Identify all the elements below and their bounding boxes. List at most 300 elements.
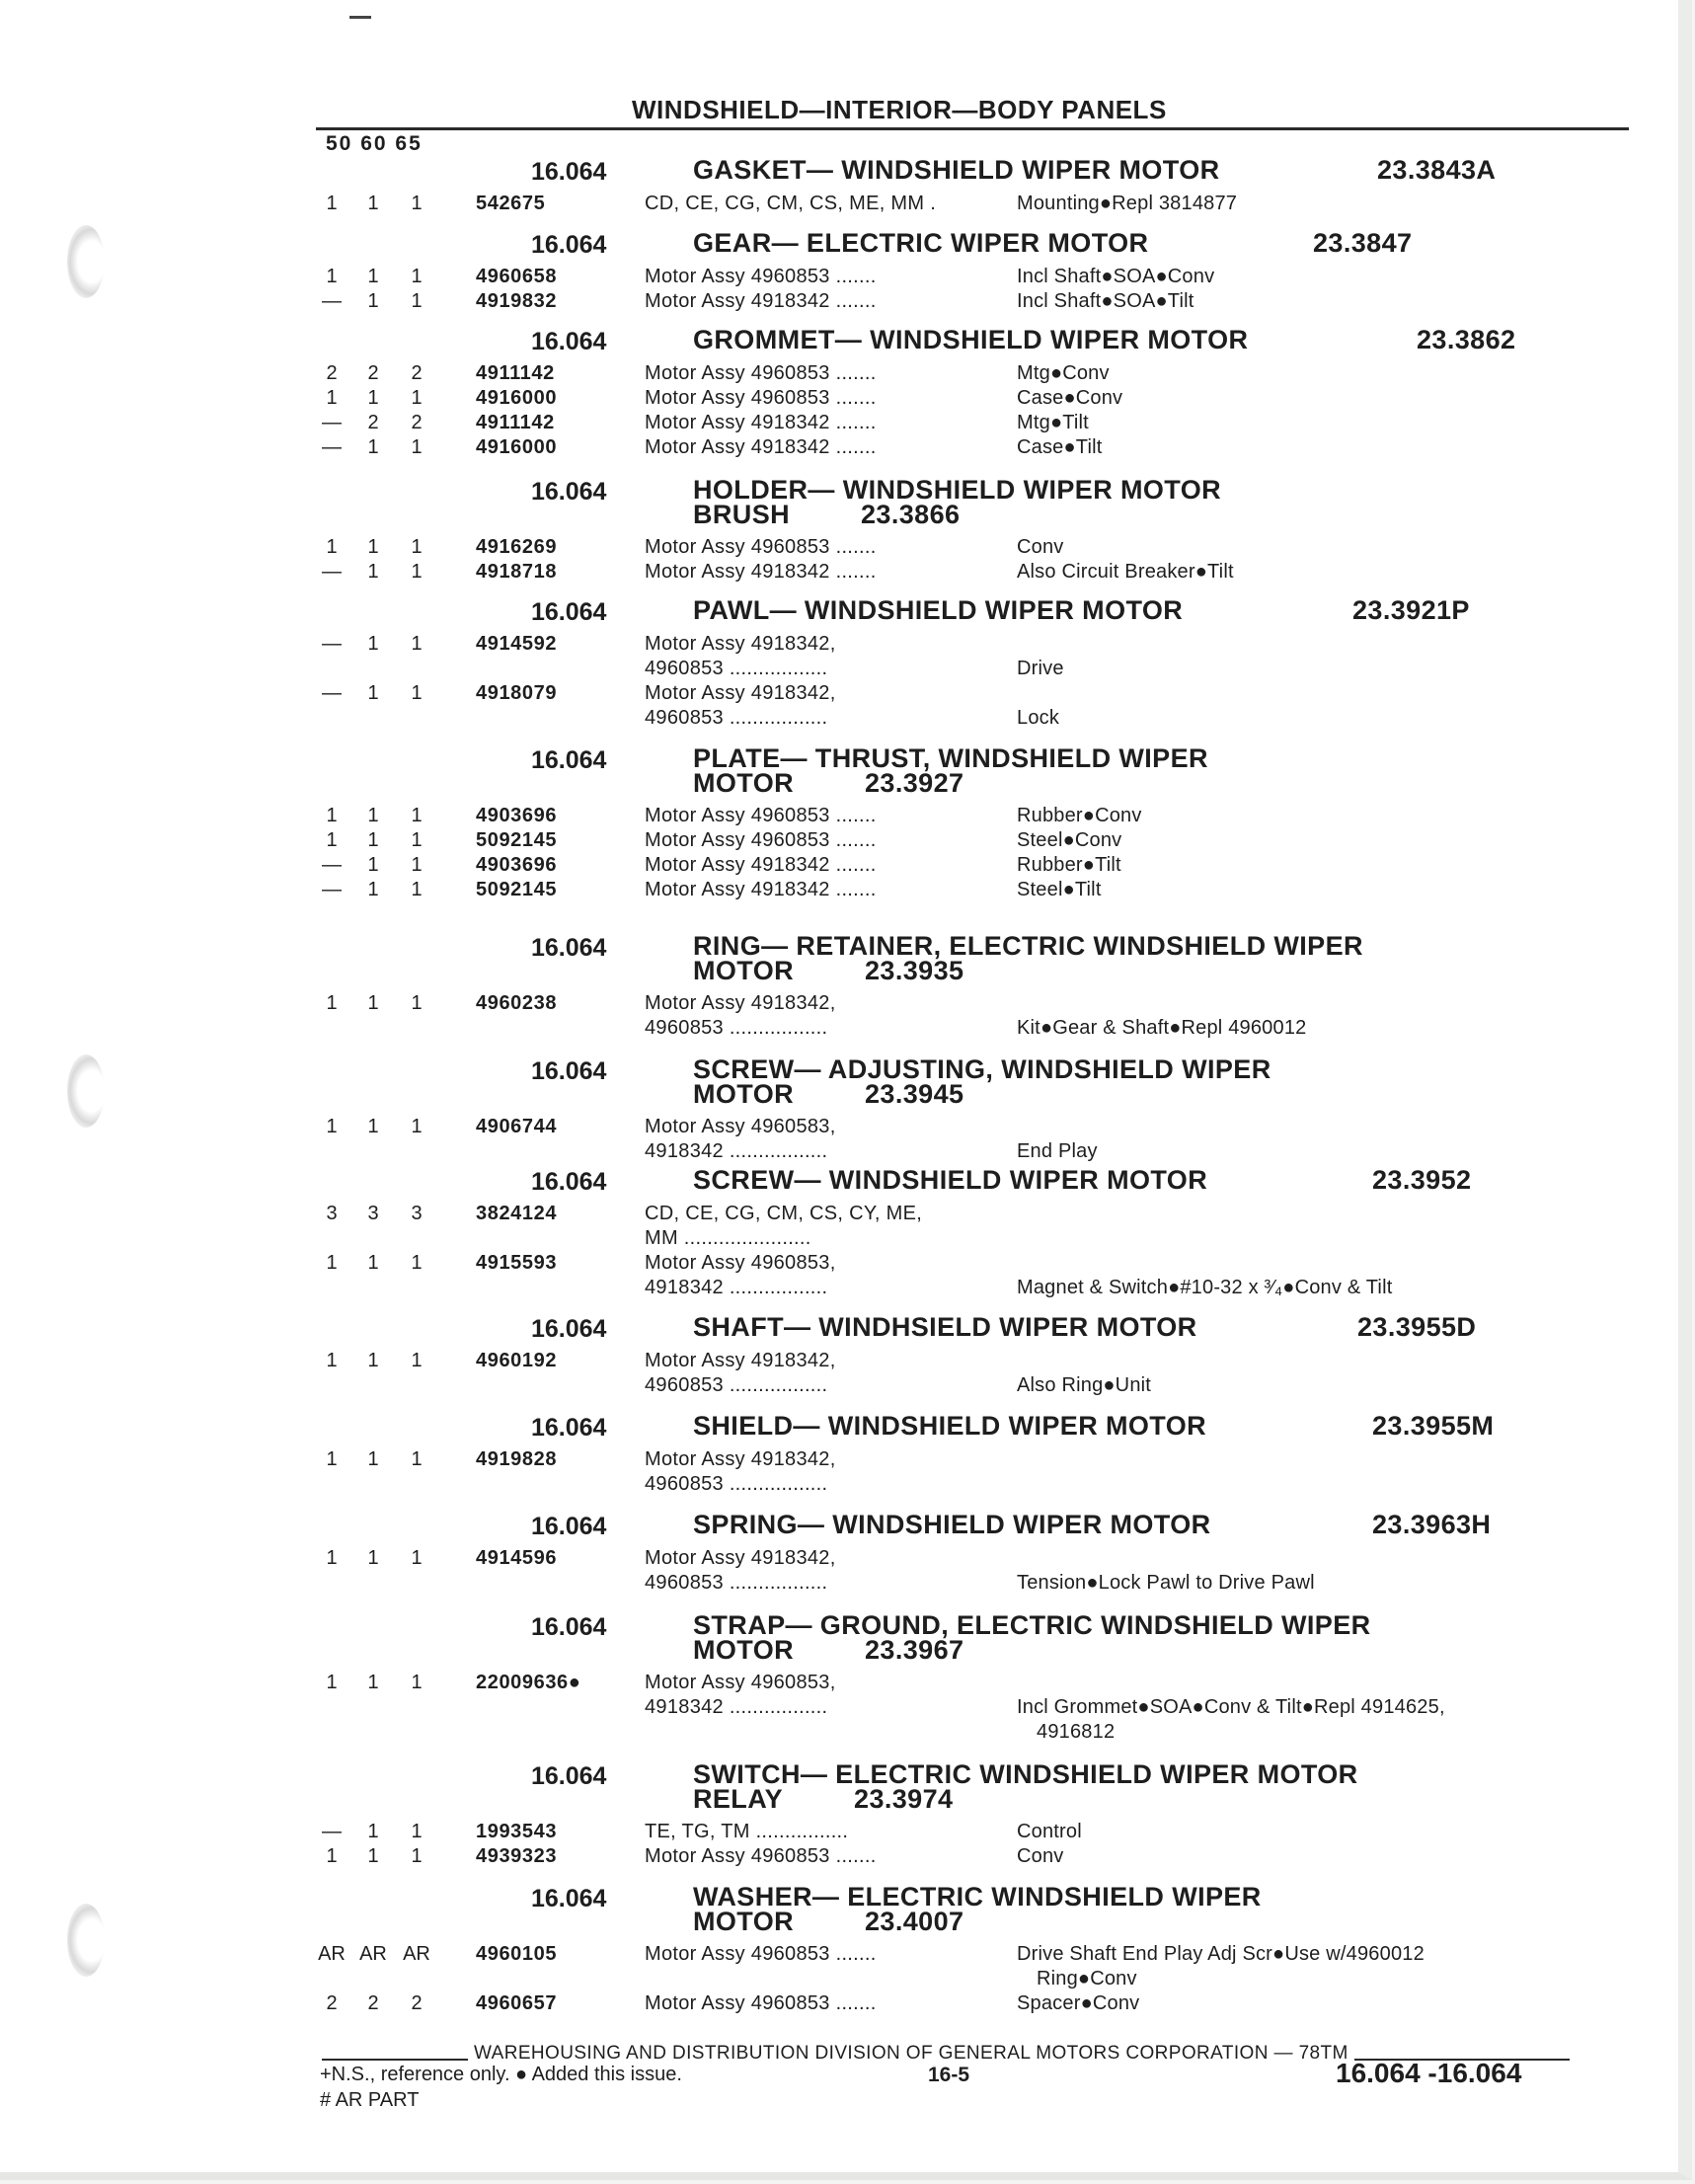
parts-section: [316, 1882, 1579, 2016]
quantity-cell: 1: [367, 854, 379, 876]
note-line: Conv: [1017, 536, 1064, 558]
section-header: [316, 155, 1579, 192]
note-line: Drive Shaft End Play Adj Scr●Use w/4960012: [1017, 1943, 1425, 1965]
quantity-cell: 1: [367, 1448, 379, 1470]
application-line: Motor Assy 4918342 .......: [645, 561, 877, 583]
part-row: [316, 386, 1579, 411]
part-note: [1017, 706, 1579, 731]
part-row: [316, 1844, 1579, 1869]
parts-section: [316, 931, 1579, 1041]
part-note: [1017, 535, 1579, 560]
quantity-cell: —: [322, 854, 342, 876]
quantity-cell: 1: [367, 436, 379, 458]
part-number: 3824124: [476, 1203, 558, 1224]
parts-section: [316, 475, 1579, 585]
section-ref-number: 23.3921P: [1352, 595, 1470, 625]
section-header: [316, 1882, 1579, 1942]
part-note: [1017, 265, 1579, 289]
part-number: 4903696: [476, 805, 558, 826]
quantity-cell: 1: [411, 879, 423, 900]
section-code: 16.064: [531, 478, 607, 506]
part-number: 4918718: [476, 561, 558, 583]
part-row: [316, 804, 1579, 828]
section-ref-number: 23.3935: [865, 956, 964, 985]
note-line: Also Ring●Unit: [1017, 1374, 1152, 1396]
section-title: [693, 931, 1581, 985]
part-number: 4903696: [476, 854, 558, 876]
section-code: 16.064: [531, 231, 607, 259]
note-line: 4916812: [1037, 1721, 1116, 1743]
quantity-cell: 1: [367, 1547, 379, 1569]
section-title-text: GASKET— WINDSHIELD WIPER MOTOR: [693, 155, 1220, 185]
part-row: [316, 361, 1579, 386]
note-line: Tension●Lock Pawl to Drive Pawl: [1017, 1572, 1315, 1594]
note-line: Drive: [1017, 658, 1064, 679]
section-ref-number: 23.3963H: [1372, 1510, 1492, 1539]
application-line: Motor Assy 4960853 .......: [645, 829, 877, 851]
part-application: [645, 192, 1020, 216]
quantity-cell: 2: [367, 1992, 379, 2014]
part-note: [1017, 435, 1579, 460]
quantity-cell: 1: [367, 1252, 379, 1274]
quantity-cell: 1: [411, 290, 423, 312]
part-row: [316, 1115, 1579, 1164]
quantity-cell: 1: [367, 682, 379, 704]
quantity-cell: 1: [411, 1252, 423, 1274]
part-note: [1017, 1820, 1579, 1844]
part-number: 4915593: [476, 1252, 558, 1274]
quantity-cell: 1: [326, 1448, 338, 1470]
quantity-cell: 2: [411, 362, 423, 384]
part-application: [645, 632, 1020, 681]
part-application: [645, 1671, 1020, 1720]
quantity-cell: 1: [367, 879, 379, 900]
section-title-continued: BRUSH: [693, 500, 791, 529]
part-note: [1017, 1942, 1579, 1991]
quantity-cell: 1: [411, 266, 423, 287]
quantity-cell: 1: [326, 1116, 338, 1137]
quantity-cell: AR: [318, 1943, 346, 1965]
section-title: [693, 475, 1581, 529]
part-note: [1017, 411, 1579, 435]
section-code: 16.064: [531, 1315, 607, 1343]
note-line: End Play: [1017, 1140, 1098, 1162]
application-line: Motor Assy 4918342,: [645, 682, 836, 704]
quantity-cell: 2: [411, 412, 423, 433]
part-application: [645, 435, 1020, 460]
section-code: 16.064: [531, 1762, 607, 1790]
quantity-cell: 1: [367, 266, 379, 287]
part-number: 4939323: [476, 1845, 558, 1867]
part-number: 4960658: [476, 266, 558, 287]
section-code: 16.064: [531, 1885, 607, 1912]
application-line: CD, CE, CG, CM, CS, CY, ME,: [645, 1203, 923, 1224]
part-row: [316, 435, 1579, 460]
section-header: [316, 743, 1579, 804]
quantity-cell: 1: [411, 1350, 423, 1371]
part-row: [316, 632, 1579, 681]
parts-section: [316, 1510, 1579, 1596]
part-row: [316, 265, 1579, 289]
part-number: 1993543: [476, 1821, 558, 1842]
section-code: 16.064: [531, 1414, 607, 1442]
part-number: 4906744: [476, 1116, 558, 1137]
application-line: 4960853 .................: [645, 707, 828, 729]
section-title: [693, 1759, 1581, 1814]
parts-section: [316, 228, 1579, 314]
section-code: 16.064: [531, 158, 607, 186]
section-title-text: SCREW— WINDSHIELD WIPER MOTOR: [693, 1165, 1208, 1195]
application-line: Motor Assy 4918342,: [645, 1350, 836, 1371]
part-number: 4960105: [476, 1943, 558, 1965]
part-note: [1017, 386, 1579, 411]
part-row: [316, 1671, 1579, 1743]
application-line: 4960853 .................: [645, 1374, 828, 1396]
section-header: [316, 1312, 1579, 1349]
quantity-cell: AR: [359, 1943, 387, 1965]
section-title-continued: MOTOR: [693, 1079, 794, 1109]
part-row: [316, 192, 1579, 216]
application-line: Motor Assy 4918342,: [645, 992, 836, 1014]
note-line: Mounting●Repl 3814877: [1017, 193, 1238, 214]
section-title-continued: MOTOR: [693, 956, 794, 985]
part-number: 4960238: [476, 992, 558, 1014]
section-ref-number: 23.3862: [1417, 325, 1516, 354]
quantity-cell: 1: [367, 1350, 379, 1371]
quantity-cell: —: [322, 682, 342, 704]
section-title: [693, 325, 1581, 354]
part-application: [645, 386, 1020, 411]
note-line: Steel●Conv: [1017, 829, 1122, 851]
section-ref-number: 23.3945: [865, 1079, 964, 1109]
part-application: [645, 1251, 1020, 1300]
application-line: CD, CE, CG, CM, CS, ME, MM .: [645, 193, 937, 214]
quantity-cell: 1: [367, 1821, 379, 1842]
section-ref-number: 23.3866: [861, 500, 961, 529]
quantity-cell: 3: [367, 1203, 379, 1224]
application-line: Motor Assy 4960583,: [645, 1116, 836, 1137]
part-row: [316, 411, 1579, 435]
section-title: [693, 1610, 1581, 1665]
application-line: 4960853 .................: [645, 1572, 828, 1594]
part-row: [316, 1447, 1579, 1497]
part-application: [645, 1349, 1020, 1398]
part-row: [316, 1349, 1579, 1398]
section-title-text: PLATE— THRUST, WINDSHIELD WIPER: [693, 743, 1208, 773]
parts-section: [316, 1054, 1579, 1164]
note-line: Case●Tilt: [1017, 436, 1103, 458]
note-line: Incl Shaft●SOA●Tilt: [1017, 290, 1194, 312]
quantity-cell: 2: [411, 1992, 423, 2014]
note-line: Incl Grommet●SOA●Conv & Tilt●Repl 4914625,: [1017, 1696, 1445, 1718]
quantity-cell: 1: [411, 682, 423, 704]
part-note: [1017, 560, 1579, 585]
part-note: [1017, 657, 1579, 681]
part-number: 4914592: [476, 633, 558, 655]
quantity-cell: 1: [411, 1845, 423, 1867]
page-title: WINDSHIELD—INTERIOR—BODY PANELS: [632, 95, 1167, 124]
note-line: Conv: [1017, 1845, 1064, 1867]
page-number: 16-5: [928, 2064, 970, 2086]
parts-section: [316, 595, 1579, 731]
application-line: Motor Assy 4960853 .......: [645, 266, 877, 287]
note-line: Mtg●Tilt: [1017, 412, 1089, 433]
parts-section: [316, 325, 1579, 460]
note-line: Case●Conv: [1017, 387, 1123, 409]
quantity-cell: —: [322, 561, 342, 583]
parts-section: [316, 743, 1579, 902]
application-line: Motor Assy 4918342 .......: [645, 436, 877, 458]
part-row: [316, 289, 1579, 314]
section-title-continued: MOTOR: [693, 1907, 794, 1936]
part-row: [316, 560, 1579, 585]
part-note: [1017, 1844, 1579, 1869]
section-title-continued: MOTOR: [693, 768, 794, 798]
part-application: [645, 560, 1020, 585]
section-ref-number: 23.3847: [1313, 228, 1413, 258]
part-application: [645, 1991, 1020, 2016]
quantity-cell: 1: [367, 992, 379, 1014]
part-number: 4960657: [476, 1992, 558, 2014]
section-ref-number: 23.3955M: [1372, 1411, 1495, 1441]
section-title-text: SHIELD— WINDSHIELD WIPER MOTOR: [693, 1411, 1207, 1441]
quantity-cell: —: [322, 1821, 342, 1842]
binder-hole: [67, 1054, 105, 1128]
part-application: [645, 1202, 1020, 1251]
section-title-continued: RELAY: [693, 1784, 784, 1814]
footer-rule: [322, 2059, 468, 2061]
quantity-cell: 1: [367, 536, 379, 558]
section-header: [316, 931, 1579, 991]
part-application: [645, 1942, 1020, 1967]
section-header: [316, 1411, 1579, 1447]
quantity-cell: 2: [326, 362, 338, 384]
part-number: 4916269: [476, 536, 558, 558]
quantity-cell: 2: [367, 412, 379, 433]
section-title-text: SPRING— WINDSHIELD WIPER MOTOR: [693, 1510, 1211, 1539]
note-line: Rubber●Conv: [1017, 805, 1142, 826]
note-line: Magnet & Switch●#10-32 x ³⁄₄●Conv & Tilt: [1017, 1277, 1393, 1298]
quantity-cell: 2: [326, 1992, 338, 2014]
application-line: TE, TG, TM ................: [645, 1821, 849, 1842]
section-title-text: SHAFT— WINDHSIELD WIPER MOTOR: [693, 1312, 1197, 1342]
part-row: [316, 991, 1579, 1041]
quantity-cell: 1: [367, 1845, 379, 1867]
application-line: Motor Assy 4960853,: [645, 1672, 836, 1693]
application-line: 4918342 .................: [645, 1140, 828, 1162]
section-code: 16.064: [531, 1057, 607, 1085]
part-row: [316, 1991, 1579, 2016]
quantity-cell: 1: [367, 387, 379, 409]
part-number: 4960192: [476, 1350, 558, 1371]
quantity-cell: 1: [367, 633, 379, 655]
part-row: [316, 681, 1579, 731]
part-application: [645, 361, 1020, 386]
part-number: 5092145: [476, 829, 558, 851]
quantity-cell: 1: [411, 1547, 423, 1569]
section-header: [316, 1054, 1579, 1115]
part-application: [645, 804, 1020, 828]
part-application: [645, 1546, 1020, 1596]
section-title-text: STRAP— GROUND, ELECTRIC WINDSHIELD WIPER: [693, 1610, 1371, 1640]
section-code: 16.064: [531, 746, 607, 774]
parts-section: [316, 1411, 1579, 1497]
quantity-cell: 1: [326, 1252, 338, 1274]
quantity-cell: 1: [411, 1821, 423, 1842]
section-header: [316, 1610, 1579, 1671]
application-line: 4918342 .................: [645, 1277, 828, 1298]
part-row: [316, 853, 1579, 878]
header-rule: [316, 127, 1629, 130]
note-line: Control: [1017, 1821, 1082, 1842]
part-note: [1017, 878, 1579, 902]
part-row: [316, 1202, 1579, 1251]
section-header: [316, 1510, 1579, 1546]
note-line: Mtg●Conv: [1017, 362, 1110, 384]
quantity-cell: —: [322, 879, 342, 900]
section-header: [316, 1759, 1579, 1820]
part-note: [1017, 1373, 1579, 1398]
section-ref-number: 23.3967: [865, 1635, 964, 1665]
quantity-cell: AR: [403, 1943, 430, 1965]
part-number: 4919832: [476, 290, 558, 312]
part-application: [645, 828, 1020, 853]
part-number: 4911142: [476, 362, 555, 384]
year-columns-header: 50 60 65: [326, 132, 423, 155]
note-line: Kit●Gear & Shaft●Repl 4960012: [1017, 1017, 1307, 1039]
scan-mark: [349, 16, 371, 19]
quantity-cell: 1: [411, 561, 423, 583]
section-code: 16.064: [531, 598, 607, 626]
quantity-cell: 1: [367, 829, 379, 851]
section-title-text: SCREW— ADJUSTING, WINDSHIELD WIPER: [693, 1054, 1271, 1084]
binder-hole: [67, 1904, 105, 1977]
part-number: 4918079: [476, 682, 558, 704]
part-number: 4911142: [476, 412, 555, 433]
section-ref-number: 23.4007: [865, 1907, 964, 1936]
part-note: [1017, 828, 1579, 853]
part-note: [1017, 361, 1579, 386]
part-row: [316, 1546, 1579, 1596]
quantity-cell: 1: [411, 854, 423, 876]
application-line: Motor Assy 4918342 .......: [645, 879, 877, 900]
section-title: [693, 743, 1581, 798]
application-line: Motor Assy 4960853 .......: [645, 536, 877, 558]
section-code: 16.064: [531, 1168, 607, 1196]
section-title-text: RING— RETAINER, ELECTRIC WINDSHIELD WIPER: [693, 931, 1363, 961]
application-line: Motor Assy 4918342 .......: [645, 854, 877, 876]
application-line: Motor Assy 4960853 .......: [645, 1992, 877, 2014]
section-title-continued: MOTOR: [693, 1635, 794, 1665]
part-application: [645, 853, 1020, 878]
note-line: Rubber●Tilt: [1017, 854, 1121, 876]
binder-hole: [67, 225, 105, 298]
quantity-cell: 1: [411, 536, 423, 558]
quantity-cell: 1: [411, 193, 423, 214]
legend-ns: +N.S., reference only. ● Added this issue.: [320, 2064, 682, 2085]
part-application: [645, 535, 1020, 560]
part-row: [316, 828, 1579, 853]
quantity-cell: 3: [326, 1203, 338, 1224]
section-title: [693, 1882, 1581, 1936]
quantity-cell: 1: [326, 1547, 338, 1569]
part-application: [645, 1115, 1020, 1164]
part-application: [645, 1844, 1020, 1869]
quantity-cell: 1: [411, 829, 423, 851]
part-row: [316, 878, 1579, 902]
section-ref-number: 23.3927: [865, 768, 964, 798]
quantity-cell: —: [322, 290, 342, 312]
quantity-cell: 1: [411, 805, 423, 826]
section-header: [316, 475, 1579, 535]
section-title: [693, 1510, 1581, 1539]
application-line: 4960853 .................: [645, 658, 828, 679]
section-title-text: WASHER— ELECTRIC WINDSHIELD WIPER: [693, 1882, 1262, 1911]
section-ref-number: 23.3955D: [1357, 1312, 1477, 1342]
quantity-cell: 1: [367, 561, 379, 583]
part-note: [1017, 1571, 1579, 1596]
part-number: 5092145: [476, 879, 558, 900]
quantity-cell: 1: [411, 633, 423, 655]
part-application: [645, 1820, 1020, 1844]
note-line: Also Circuit Breaker●Tilt: [1017, 561, 1234, 583]
part-number: 4916000: [476, 436, 558, 458]
quantity-cell: 1: [326, 1672, 338, 1693]
parts-section: [316, 1312, 1579, 1398]
section-title: [693, 1312, 1581, 1342]
quantity-cell: 1: [411, 1448, 423, 1470]
section-header: [316, 1165, 1579, 1202]
section-title: [693, 228, 1581, 258]
part-number: 4919828: [476, 1448, 558, 1470]
application-line: Motor Assy 4960853,: [645, 1252, 836, 1274]
application-line: Motor Assy 4918342,: [645, 1448, 836, 1470]
application-line: Motor Assy 4960853 .......: [645, 387, 877, 409]
section-title-text: GROMMET— WINDSHIELD WIPER MOTOR: [693, 325, 1249, 354]
quantity-cell: 1: [326, 266, 338, 287]
quantity-cell: 2: [367, 362, 379, 384]
part-note: [1017, 1695, 1579, 1745]
quantity-cell: 1: [326, 1845, 338, 1867]
part-note: [1017, 1016, 1579, 1041]
section-title: [693, 1165, 1581, 1195]
quantity-cell: 1: [411, 436, 423, 458]
section-title: [693, 595, 1581, 625]
quantity-cell: —: [322, 436, 342, 458]
section-title: [693, 1054, 1581, 1109]
application-line: Motor Assy 4960853 .......: [645, 805, 877, 826]
quantity-cell: 1: [326, 387, 338, 409]
parts-section: [316, 1759, 1579, 1869]
part-note: [1017, 289, 1579, 314]
part-note: [1017, 804, 1579, 828]
section-ref-number: 23.3952: [1372, 1165, 1472, 1195]
part-application: [645, 1447, 1020, 1497]
quantity-cell: 1: [367, 1672, 379, 1693]
section-code: 16.064: [531, 1613, 607, 1641]
note-line: Ring●Conv: [1037, 1968, 1137, 1989]
quantity-cell: 1: [411, 1672, 423, 1693]
part-note: [1017, 1991, 1579, 2016]
application-line: 4918342 .................: [645, 1696, 828, 1718]
quantity-cell: 1: [411, 387, 423, 409]
section-title-text: HOLDER— WINDSHIELD WIPER MOTOR: [693, 475, 1221, 505]
part-application: [645, 265, 1020, 289]
quantity-cell: 1: [367, 193, 379, 214]
section-code: 16.064: [531, 934, 607, 962]
part-number: 542675: [476, 193, 546, 214]
quantity-cell: 1: [326, 829, 338, 851]
